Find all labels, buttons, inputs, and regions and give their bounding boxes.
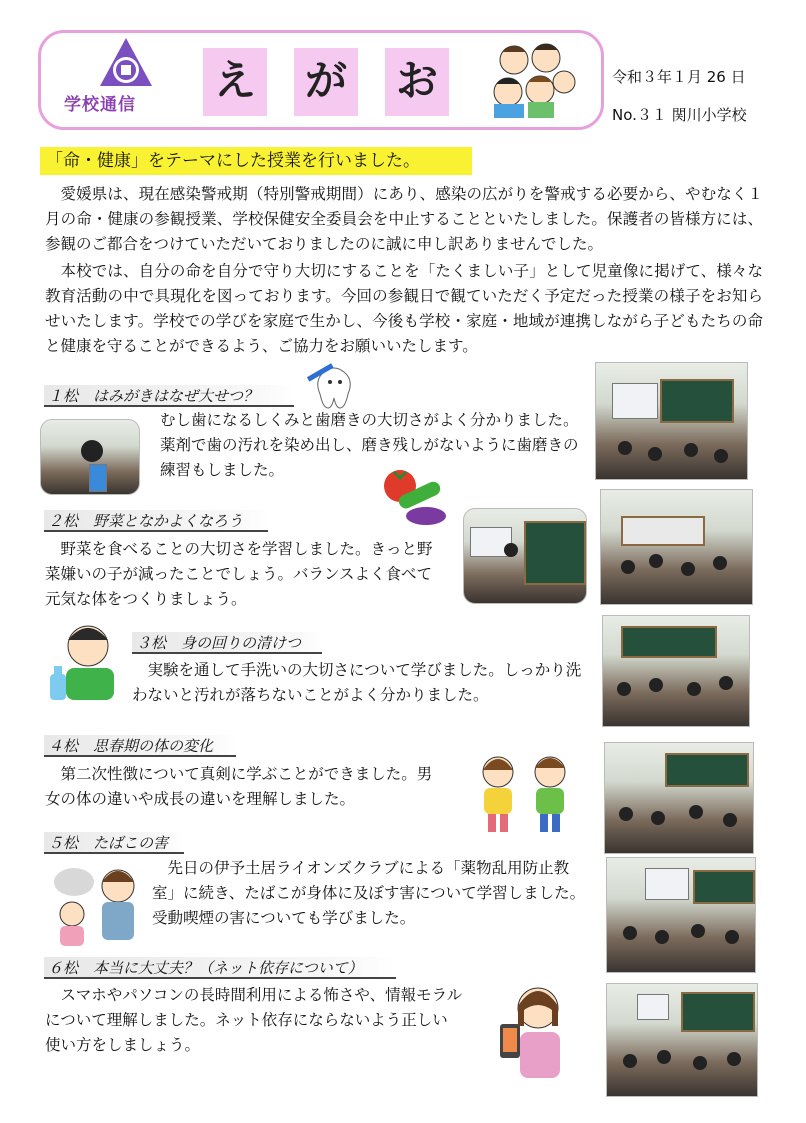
section-4-text: 第二次性徴について真剣に学ぶことができました。男女の体の違いや成長の違いを理解しました。	[45, 765, 433, 808]
section-4-classroom-photo	[604, 742, 754, 854]
section-3-classroom-photo	[602, 615, 750, 727]
section-4-title: ４松 思春期の体の変化	[44, 735, 236, 757]
newsletter-title-char-3: お	[385, 48, 449, 116]
section-1-text: むし歯になるしくみと歯磨きの大切さがよく分かりました。薬剤で歯の汚れを染め出し、磨き残しがないように歯磨きの練習もしました。	[160, 411, 579, 479]
section-2-teacher-photo	[463, 508, 587, 604]
girl-with-smartphone-icon	[494, 984, 578, 1080]
section-6-title: ６松 本当に大丈夫？（ネット依存について）	[44, 957, 396, 979]
section-5-text: 先日の伊予土居ライオンズクラブによる「薬物乱用防止教室」に続き、たばこが身体に及ぼす害について学習しました。受動喫煙の害についても学びました。	[152, 859, 586, 927]
girl-and-boy-icon	[470, 752, 580, 834]
vegetables-icon	[380, 466, 450, 530]
section-2-title: ２松 野菜となかよくなろう	[44, 510, 268, 532]
main-heading: 「命・健康」をテーマにした授業を行いました。	[40, 147, 472, 175]
intro-paragraph-2: 本校では、自分の命を自分で守り大切にすることを「たくましい子」として児童像に掲げて、様々な教育活動の中で具現化を図っております。今回の参観日で観ていただく予定だった授業の様子をお知らせいたします。学校での学びを家庭で生かし、今後も学校・家庭・地域が連携しながら子どもたちの命と健康を守ることができるよう、ご協力をお願いいたします。	[45, 262, 763, 355]
section-5-classroom-photo	[606, 857, 756, 973]
smiling-children-illustration	[484, 38, 582, 122]
smoking-harm-icon	[46, 858, 142, 948]
section-6-text: スマホやパソコンの長時間利用による怖さや、情報モラルについて理解しました。ネット依存にならないよう正しい使い方をしましょう。	[45, 986, 463, 1054]
section-5-title: ５松 たばこの害	[44, 832, 184, 854]
tooth-with-toothbrush-icon	[302, 362, 362, 412]
handwashing-boy-icon	[46, 618, 124, 704]
section-2-classroom-photo	[600, 489, 753, 605]
intro-paragraph-1: 愛媛県は、現在感染警戒期（特別警戒期間）にあり、感染の広がりを警戒する必要から、やむなく１月の命・健康の参観授業、学校保健安全委員会を中止することといたしました。保護者の皆様方には、参観のご都合をつけていただいておりましたのに誠に申し訳ありませんでした。	[45, 185, 763, 253]
section-1-classroom-photo	[595, 362, 748, 480]
issue-date: 令和３年１月 26 日	[612, 68, 746, 86]
section-1-title: １松 はみがきはなぜ大せつ？	[44, 385, 294, 407]
school-emblem-icon	[98, 36, 154, 92]
section-3-text: 実験を通して手洗いの大切さについて学びました。しっかり洗わないと汚れが落ちないことがよく分かりました。	[132, 661, 582, 704]
section-2-text: 野菜を食べることの大切さを学習しました。きっと野菜嫌いの子が減ったことでしょう。バランスよく食べて元気な体をつくりましょう。	[45, 540, 433, 608]
issue-number-school: No.３１ 関川小学校	[612, 106, 747, 124]
school-logo-label: 学校通信	[64, 95, 136, 115]
newsletter-title-char-2: が	[294, 48, 358, 116]
section-1-small-photo	[40, 419, 140, 495]
section-3-title: ３松 身の回りの清けつ	[132, 632, 322, 654]
newsletter-title-char-1: え	[203, 48, 267, 116]
section-6-classroom-photo	[606, 983, 758, 1097]
